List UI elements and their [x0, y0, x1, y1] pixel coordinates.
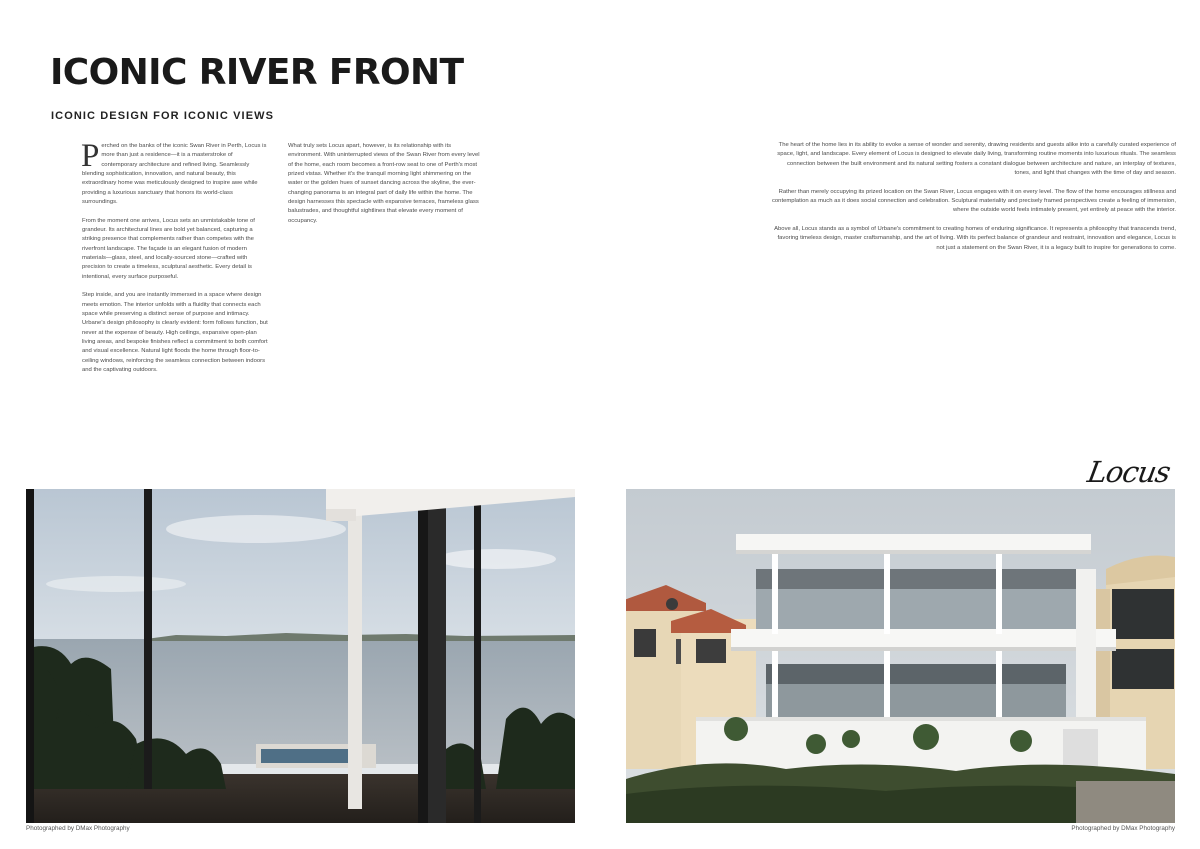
photo-credit: Photographed by DMax Photography — [26, 825, 130, 832]
river-view-photo — [26, 489, 575, 823]
article-column-left — [81, 138, 270, 385]
locus-signature-logo: Locus — [1085, 455, 1173, 489]
page-subtitle: ICONIC DESIGN FOR ICONIC VIEWS — [51, 110, 275, 122]
photo-credit: Photographed by DMax Photography — [1071, 825, 1175, 832]
house-exterior-photo — [626, 489, 1175, 823]
article-paragraph: The heart of the home lies in its ability to evoke a sense of wonder and serenity, drawing residents and guests alike into a carefully curated experience of space, light, and landscape. Every element of Locus is designed to elevate daily living, transforming routine moments into luxurious rituals. The seamless connection between the built environment and its natural setting fosters a constant dialogue between architecture and nature, an interplay of textures, tones, and light that changes with the time of day and season. — [777, 142, 1176, 177]
paragraph-text: erched on the banks of the iconic Swan River in Perth, Locus is more than just a residence—it is a masterstroke of contemporary architecture and refined living. Seamlessly blending sophistication, innovation, and natural beauty, this extraordinary home was meticulously designed to inspire awe while providing a luxurious sanctuary that honors its world-class surroundings. — [82, 143, 267, 206]
article-paragraph — [81, 138, 270, 207]
article-paragraph: Step inside, and you are instantly immersed in a space where design meets emotion. The interior unfolds with a fluidity that connects each space while preserving a distinct sense of purpose and intimacy. Urbane's design philosophy is clearly evident: form follows function, but never at the expense of beauty. High ceilings, expansive open-plan living areas, and bespoke finishes reflect a commitment to both comfort and visual excellence. Natural light floods the home through floor-to-ceiling windows, reinforcing the seamless connection between indoors and the captivating outdoors. — [82, 292, 268, 374]
drop-cap: P — [81, 138, 100, 174]
article-column-middle — [288, 142, 486, 235]
article-column-right — [770, 141, 1176, 262]
article-paragraph: Above all, Locus stands as a symbol of Urbane's commitment to creating homes of enduring significance. It represents a philosophy that transcends trend, favoring timeless design, master craftsmanship, and the art of living. With its perfect balance of grandeur and restraint, innovation and elegance, Locus is not just a statement on the Swan River, it is a legacy built to inspire for generations to come. — [774, 226, 1176, 251]
page-title: ICONIC RIVER FRONT — [50, 52, 464, 93]
article-paragraph: From the moment one arrives, Locus sets an unmistakable tone of grandeur. Its architectural lines are bold yet balanced, capturing a striking presence that complements rather than competes with the riverfront landscape. The façade is an elegant fusion of modern materials—glass, steel, and locally-sourced stone—crafted with precision to create a timeless, sculptural aesthetic. Every detail is intentional, every surface purposeful. — [82, 217, 255, 280]
article-paragraph: Rather than merely occupying its prized location on the Swan River, Locus engages with it on every level. The flow of the home encourages stillness and contemplation as much as it does social connection and celebration. Sculptural materiality and precisely framed perspectives create a feeling of immersion, where the outside world feels intimately present, yet entirely at peace with the interior. — [771, 188, 1176, 214]
article-paragraph: What truly sets Locus apart, however, is its relationship with its environment. With uninterrupted views of the Swan River from every level of the home, each room becomes a front-row seat to one of Perth's most prized vistas. Whether it's the tranquil morning light shimmering on the water or the golden hues of sunset dancing across the skyline, the ever-changing panorama is an integral part of daily life within the home. The design harnesses this spectacle with expansive terraces, frameless glass balustrades, and thoughtful sightlines that elevate every moment of occupancy. — [288, 143, 480, 224]
